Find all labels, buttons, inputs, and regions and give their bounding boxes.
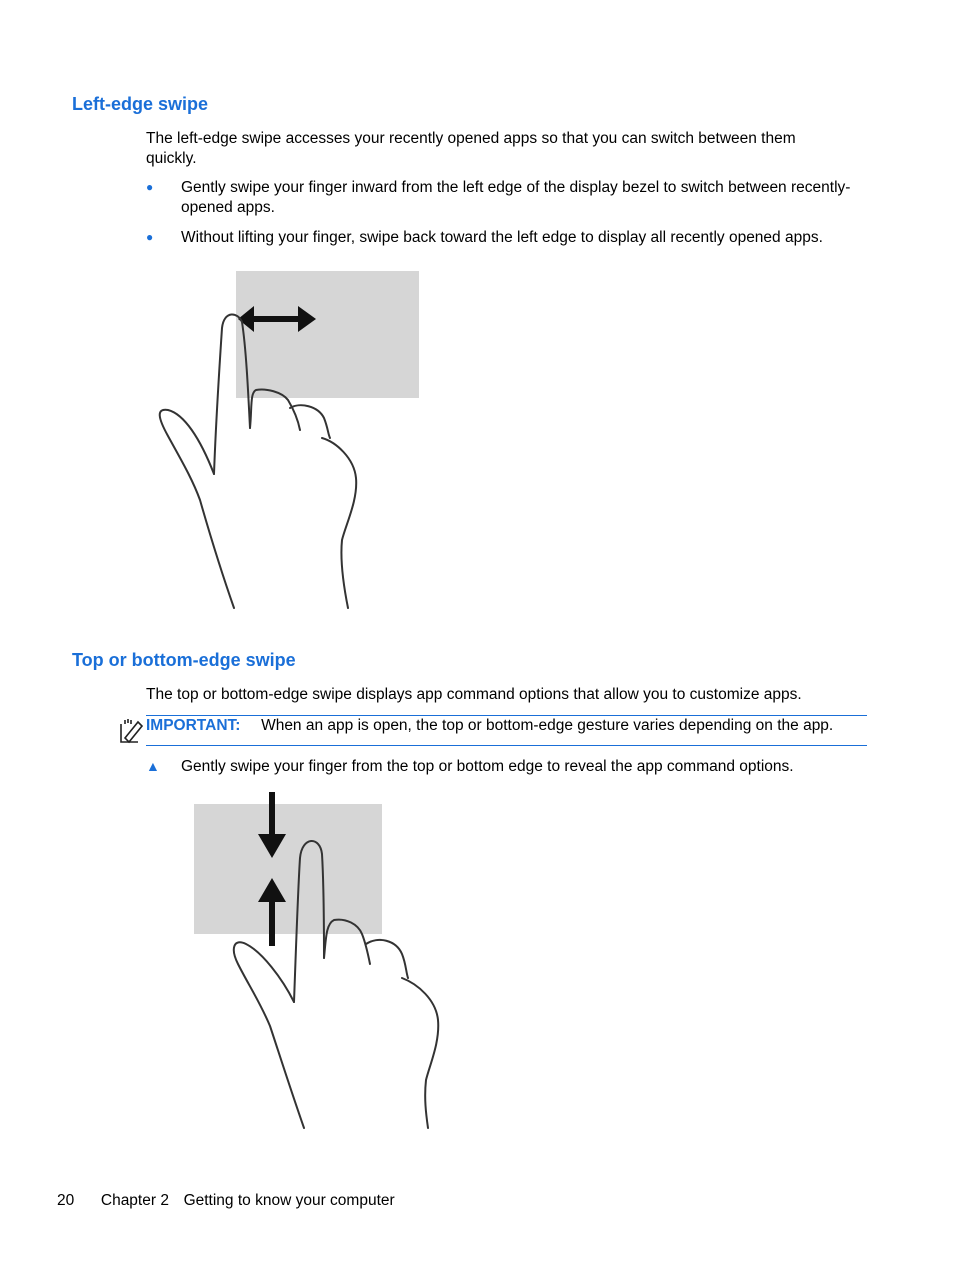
screen-area — [194, 804, 382, 934]
section-heading-top-bottom-edge-swipe: Top or bottom-edge swipe — [72, 650, 296, 670]
important-note — [146, 716, 867, 736]
page-number: 20 — [57, 1192, 75, 1209]
step-text: Gently swipe your finger from the top or bottom edge to reveal the app command options. — [181, 758, 794, 775]
section-intro: The left-edge swipe accesses your recently opened apps so that you can switch between them quickly. — [146, 130, 796, 167]
note-bottom-rule — [146, 745, 867, 746]
note-text: When an app is open, the top or bottom-edge gesture varies depending on the app. — [261, 717, 834, 734]
step-marker-icon: ▲ — [146, 758, 160, 774]
section-intro: The top or bottom-edge swipe displays app command options that allow you to customize apps. — [146, 686, 802, 703]
chapter-label: Chapter 2 — [100, 1192, 169, 1209]
section-heading-left-edge-swipe: Left-edge swipe — [72, 94, 209, 114]
important-note-icon — [118, 718, 144, 744]
list-item — [146, 757, 866, 779]
screen-area — [236, 271, 419, 398]
note-label: IMPORTANT: — [146, 717, 241, 734]
page-footer — [57, 1192, 395, 1210]
bullet-icon: ● — [146, 180, 154, 194]
bullet-text: Gently swipe your finger inward from the left edge of the display bezel to switch between recently-opened apps. — [181, 179, 851, 216]
top-bottom-edge-swipe-illustration — [190, 788, 460, 1133]
bullet-list — [146, 178, 866, 250]
list-item — [146, 228, 866, 250]
bullet-icon: ● — [146, 230, 154, 244]
left-edge-swipe-illustration — [150, 268, 430, 616]
bullet-text: Without lifting your finger, swipe back toward the left edge to display all recently opened apps. — [181, 229, 823, 246]
list-item — [146, 178, 866, 228]
chapter-title: Getting to know your computer — [183, 1192, 395, 1209]
